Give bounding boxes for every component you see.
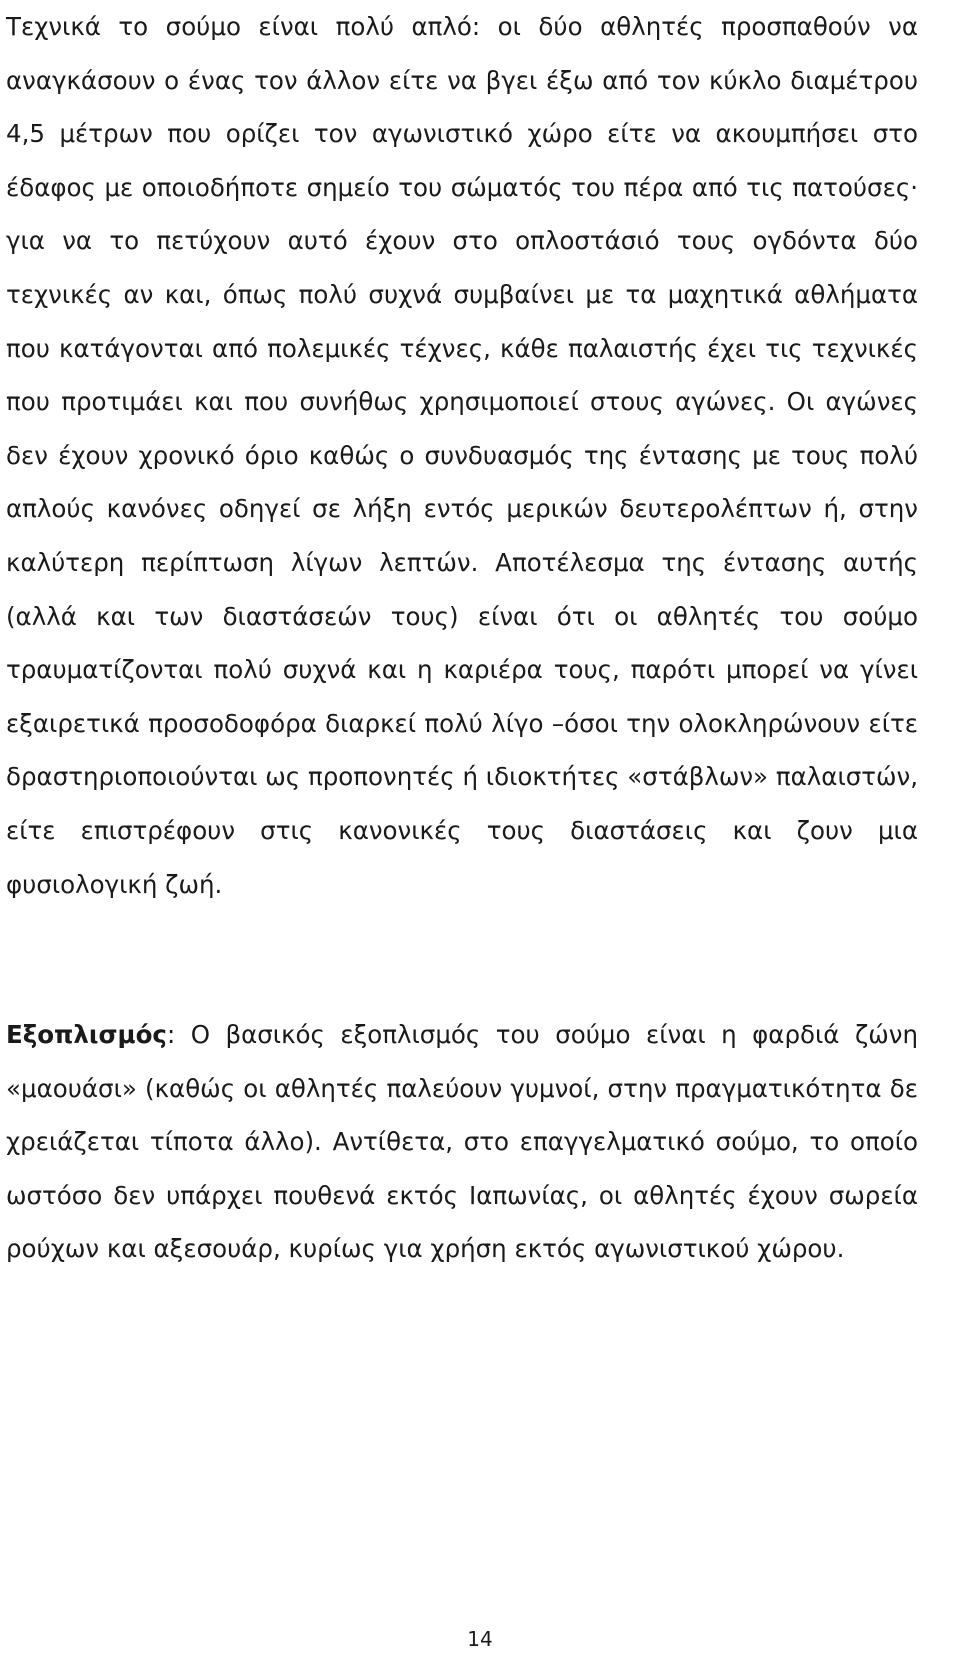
equipment-term: Εξοπλισμός <box>6 1020 167 1049</box>
paragraph-equipment <box>6 1008 918 1276</box>
paragraph-sumo-technique: Τεχνικά το σούμο είναι πολύ απλό: οι δύο αθλητές προσπαθούν να αναγκάσουν ο ένας τον άλλον είτε να βγει έξω από τον κύκλο διαμέτρου 4,5 μέτρων που ορίζει τον αγωνιστικό χώρο είτε να ακουμπήσει στο έδαφος με οποιοδήποτε σημείο του σώματός του πέρα από τις πατούσες· για να το πετύχουν αυτό έχουν στο οπλοστάσιό τους ογδόντα δύο τεχνικές αν και, όπως πολύ συχνά συμβαίνει με τα μαχητικά αθλήματα που κατάγονται από πολεμικές τέχνες, κάθε παλαιστής έχει τις τεχνικές που προτιμάει και που συνήθως χρησιμοποιεί στους αγώνες. Οι αγώνες δεν έχουν χρονικό όριο καθώς ο συνδυασμός της έντασης με τους πολύ απλούς κανόνες οδηγεί σε λήξη εντός μερικών δευτερολέπτων ή, στην καλύτερη περίπτωση λίγων λεπτών. Αποτέλεσμα της έντασης αυτής (αλλά και των διαστάσεών τους) είναι ότι οι αθλητές του σούμο τραυματίζονται πολύ συχνά και η καριέρα τους, παρότι μπορεί να γίνει εξαιρετικά προσοδοφόρα διαρκεί πολύ λίγο –όσοι την ολοκληρώνουν είτε δραστηριοποιούνται ως προπονητές ή ιδιοκτήτες «στάβλων» παλαιστών, είτε επιστρέφουν στις κανονικές τους διαστάσεις και ζουν μια φυσιολογική ζωή. <box>6 12 918 899</box>
equipment-description: : Ο βασικός εξοπλισμός του σούμο είναι η φαρδιά ζώνη «μαουάσι» (καθώς οι αθλητές παλεύουν γυμνοί, στην πραγματικότητα δε χρειάζεται τίποτα άλλο). Αντίθετα, στο επαγγελματικό σούμο, το οποίο ωστόσο δεν υπάρχει πουθενά εκτός Ιαπωνίας, οι αθλητές έχουν σωρεία ρούχων και αξεσουάρ, κυρίως για χρήση εκτός αγωνιστικού χώρου. <box>6 1020 918 1264</box>
page-number: 14 <box>467 1627 493 1651</box>
